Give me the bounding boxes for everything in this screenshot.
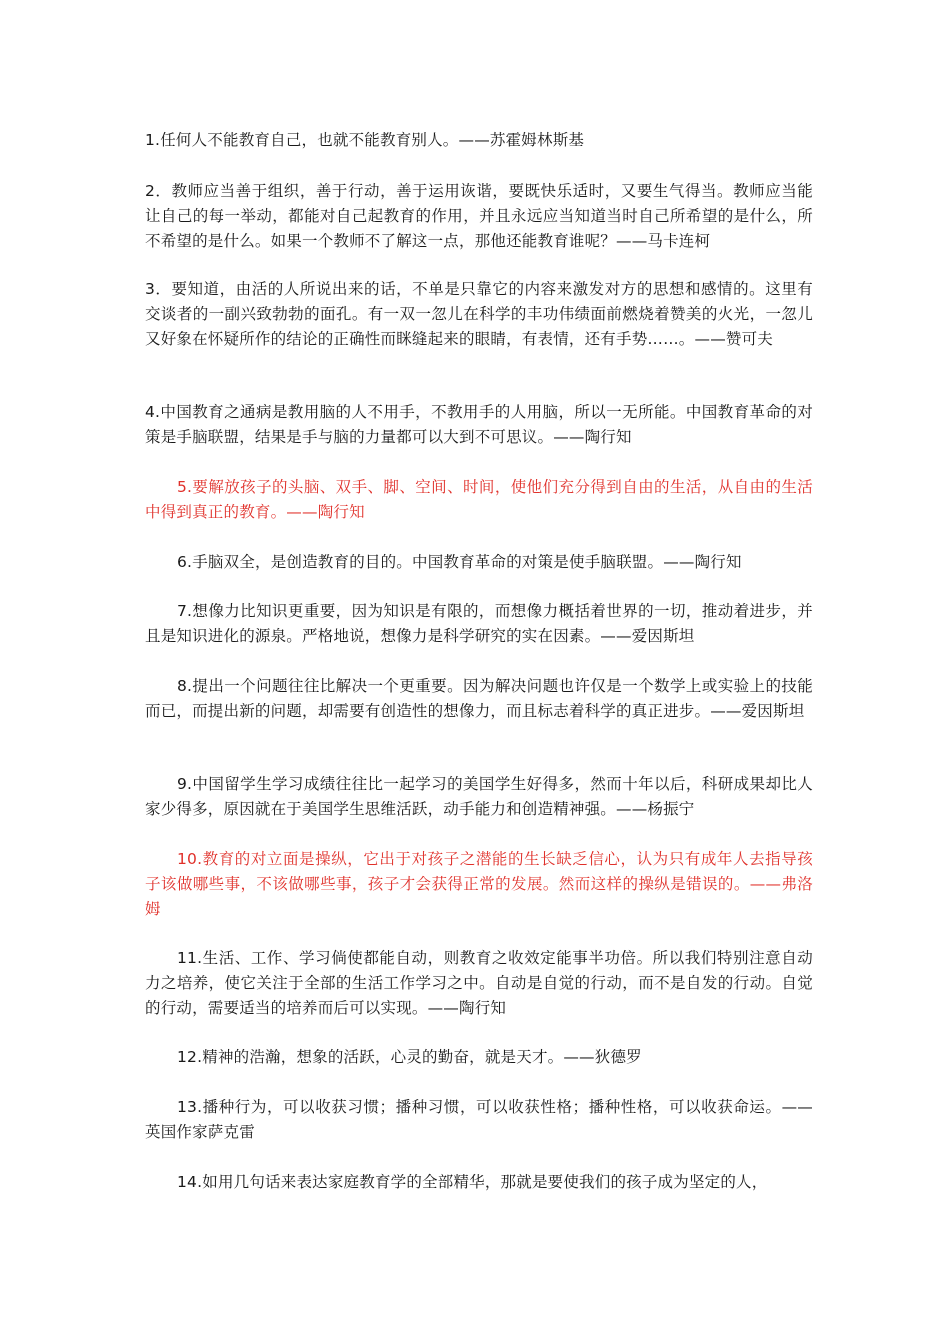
quote-3: 3．要知道，由活的人所说出来的话，不单是只靠它的内容来激发对方的思想和感情的。这里有交谈者的一副兴致勃勃的面孔。有一双一忽儿在科学的丰功伟绩面前燃烧着赞美的火光，一忽儿又好象在怀疑所作的结论的正确性而眯缝起来的眼睛，有表情，还有手势……。——赞可夫 — [145, 280, 813, 348]
quote-1: 1.任何人不能教育自己，也就不能教育别人。——苏霍姆林斯基 — [145, 131, 585, 149]
quote-14: 14.如用几句话来表达家庭教育学的全部精华，那就是要使我们的孩子成为坚定的人， — [177, 1173, 768, 1191]
quote-12: 12.精神的浩瀚，想象的活跃，心灵的勤奋，就是天才。——狄德罗 — [177, 1048, 642, 1066]
quote-2: 2．教师应当善于组织，善于行动，善于运用诙谐，要既快乐适时，又要生气得当。教师应当能让自己的每一举动，都能对自己起教育的作用，并且永远应当知道当时自己所希望的是什么，所不希望的是什么。如果一个教师不了解这一点，那他还能教育谁呢？——马卡连柯 — [145, 182, 813, 250]
quote-9: 9.中国留学生学习成绩往往比一起学习的美国学生好得多，然而十年以后，科研成果却比人家少得多，原因就在于美国学生思维活跃，动手能力和创造精神强。——杨振宁 — [145, 775, 813, 818]
quote-7: 7.想像力比知识更重要，因为知识是有限的，而想像力概括着世界的一切，推动着进步，并且是知识进化的源泉。严格地说，想像力是科学研究的实在因素。——爱因斯坦 — [145, 602, 813, 645]
quote-11: 11.生活、工作、学习倘使都能自动，则教育之收效定能事半功倍。所以我们特别注意自动力之培养，使它关注于全部的生活工作学习之中。自动是自觉的行动，而不是自发的行动。自觉的行动，需要适当的培养而后可以实现。——陶行知 — [145, 949, 813, 1017]
quote-13: 13.播种行为，可以收获习惯；播种习惯，可以收获性格；播种性格，可以收获命运。——英国作家萨克雷 — [145, 1098, 813, 1141]
quote-10-highlighted: 10.教育的对立面是操纵，它出于对孩子之潜能的生长缺乏信心，认为只有成年人去指导孩子该做哪些事，不该做哪些事，孩子才会获得正常的发展。然而这样的操纵是错误的。——弗洛姆 — [145, 850, 813, 918]
quote-4: 4.中国教育之通病是教用脑的人不用手，不教用手的人用脑，所以一无所能。中国教育革命的对策是手脑联盟，结果是手与脑的力量都可以大到不可思议。——陶行知 — [145, 403, 813, 446]
quote-8: 8.提出一个问题往往比解决一个更重要。因为解决问题也许仅是一个数学上或实验上的技能而已，而提出新的问题，却需要有创造性的想像力，而且标志着科学的真正进步。——爱因斯坦 — [145, 677, 813, 720]
quote-6: 6.手脑双全，是创造教育的目的。中国教育革命的对策是使手脑联盟。——陶行知 — [177, 553, 742, 571]
quote-5-highlighted: 5.要解放孩子的头脑、双手、脚、空间、时间，使他们充分得到自由的生活，从自由的生活中得到真正的教育。——陶行知 — [145, 478, 813, 521]
